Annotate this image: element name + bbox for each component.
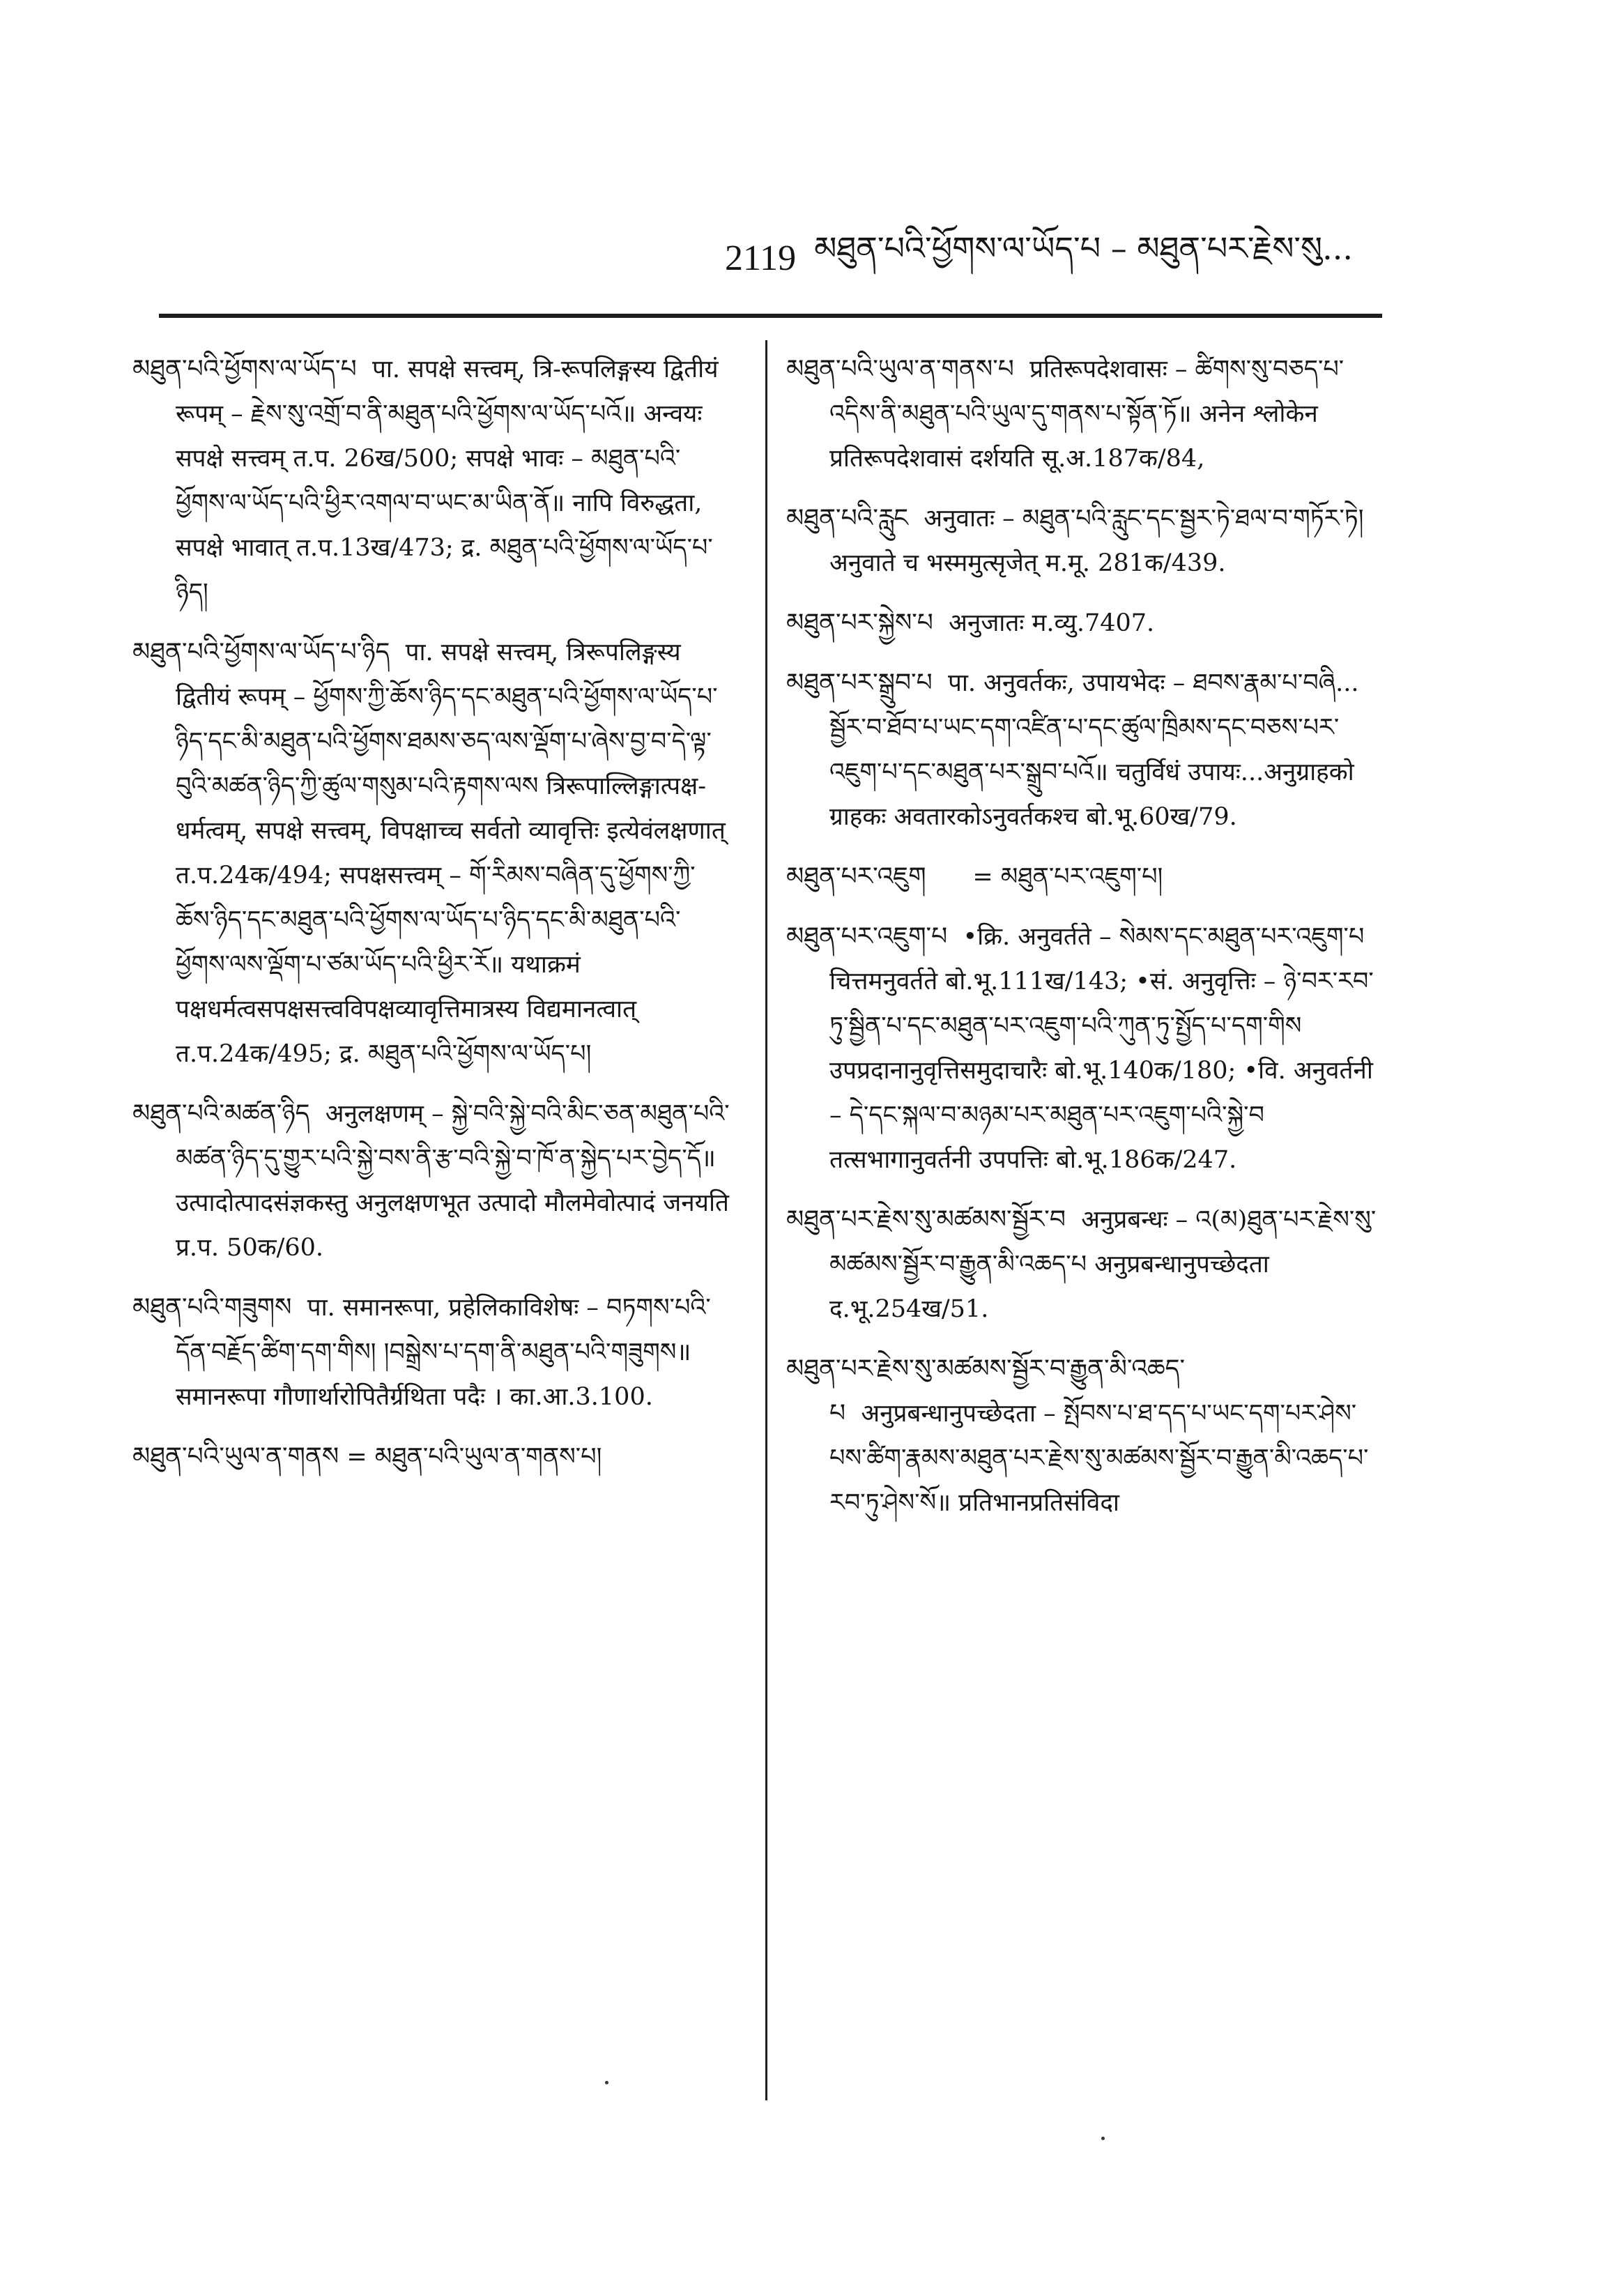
dictionary-entry [132,347,732,615]
entry-headword: མཐུན་པའི་ཕྱོགས་ལ་ཡོད་པ་ཉིད [132,638,390,666]
entry-body: पा. समानरूपा, प्रहेलिकाविशेषः – བཏགས་པའི་དོན་བརྗོད་ཚིག་དག་གིས། །བསྒྲེས་པ་དག་ནི་མཐུན་པའི་གཟུགས॥ समानरूपा गौणार्थारोपितैर्ग्रथिता पदैः । का.आ.3.100. [176,1294,711,1411]
entry-body: पा. अनुवर्तकः, उपायभेदः – ཐབས་རྣམ་པ་བཞི... སྦྱོར་བ་ཐོབ་པ་ཡང་དག་འཛིན་པ་དང་ཚུལ་ཁྲིམས་དང་བཅས་པར་འཇུག་པ་དང་མཐུན་པར་སྒྲུབ་པའོ॥ चतुर्विधं उपायः...अनुग्राहको ग्राहकः अवतारकोऽनुवर्तकश्च बो.भू.60ख/79. [829,669,1359,831]
entry-body: अनुप्रबन्धः – འ(མ)ཐུན་པར་རྗེས་སུ་མཚམས་སྦྱོར་བ་རྒྱུན་མི་འཆད་པ अनुप्रबन्धानुपच्छेदता द.भू.254ख/51. [829,1206,1377,1323]
entry-headword: མཐུན་པར་འཇུག [786,862,926,891]
dictionary-entry [786,601,1386,646]
dictionary-entry [786,347,1386,481]
entry-body: अनुजातः म.व्यु.7407. [949,609,1155,637]
entry-headword: མཐུན་པའི་ཡུལ་ན་གནས [132,1442,339,1471]
entry-headword: མཐུན་པའི་ཕྱོགས་ལ་ཡོད་པ [132,355,357,383]
entry-body: •क्रि. अनुवर्तते – སེམས་དང་མཐུན་པར་འཇུག་པ चित्तमनुवर्तते बो.भू.111ख/143; •सं. अनुवृत्तिः – ཉེ་བར་རབ་ཏུ་སྦྱིན་པ་དང་མཐུན་པར་འཇུག་པའི་ཀུན་ཏུ་སྤྱོད་པ་དག་གིས उपप्रदानानुवृत्तिसमुदाचारैः बो.भू.140क/180; •वि. अनुवर्तनी – དེ་དང་སྐལ་བ་མཉམ་པར་མཐུན་པར་འཇུག་པའི་སྐྱེ་བ तत्सभागानुवर्तनी उपपत्तिः बो.भू.186क/247. [829,923,1374,1174]
entry-headword: མཐུན་པའི་རླུང [786,504,909,533]
entry-headword: མཐུན་པའི་གཟུགས [132,1293,292,1322]
running-title: མཐུན་པའི་ཕྱོགས་ལ་ཡོད་པ – མཐུན་པར་རྗེས་སུ... [814,229,1353,267]
entry-body: = མཐུན་པའི་ཡུལ་ན་གནས་པ། [346,1443,602,1471]
entry-headword: མཐུན་པར་རྗེས་སུ་མཚམས་སྦྱོར་བ [786,1205,1066,1234]
dictionary-entry [786,1347,1386,1525]
left-column [132,347,732,1495]
dictionary-entry [132,630,732,1076]
entry-body: पा. सपक्षे सत्त्वम्, त्रिरूपलिङ्गस्य द्वितीयं रूपम् – ཕྱོགས་ཀྱི་ཆོས་ཉིད་དང་མཐུན་པའི་ཕྱོགས་ལ་ཡོད་པ་ཉིད་དང་མི་མཐུན་པའི་ཕྱོགས་ཐམས་ཅད་ལས་ལྡོག་པ་ཞེས་བྱ་བ་དེ་ལྟ་བུའི་མཚན་ཉིད་ཀྱི་ཚུལ་གསུམ་པའི་རྟགས་ལས त्रिरूपाल्लिङ्गात्पक्ष-धर्मत्वम्, सपक्षे सत्त्वम्, विपक्षाच्च सर्वतो व्यावृत्तिः इत्येवंलक्षणात् त.प.24क/494; सपक्षसत्त्वम् – གོ་རིམས་བཞིན་དུ་ཕྱོགས་ཀྱི་ཆོས་ཉིད་དང་མཐུན་པའི་ཕྱོགས་ལ་ཡོད་པ་ཉིད་དང་མི་མཐུན་པའི་ཕྱོགས་ལས་ལྡོག་པ་ཙམ་ཡོད་པའི་ཕྱིར་རོ॥ यथाक्रमं पक्षधर्मत्वसपक्षसत्त्वविपक्षव्यावृत्तिमात्रस्य विद्यमानत्वात् त.प.24क/495; द्र. མཐུན་པའི་ཕྱོགས་ལ་ཡོད་པ། [176,639,726,1068]
scan-speck [1101,2137,1105,2140]
right-column [786,347,1386,1541]
entry-headword: མཐུན་པར་འཇུག་པ [786,922,948,951]
entry-body: अनुप्रबन्धानुपच्छेदता – སྤོབས་པ་ཐ་དད་པ་ཡང་དག་པར་ཤེས་པས་ཚིག་རྣམས་མཐུན་པར་རྗེས་སུ་མཚམས་སྦྱོར་བ་རྒྱུན་མི་འཆད་པ་རབ་ཏུ་ཤེས་སོ॥ प्रतिभानप्रतिसंविदा [829,1400,1369,1517]
dictionary-entry [786,915,1386,1182]
entry-body: पा. सपक्षे सत्त्वम्, त्रि-रूपलिङ्गस्य द्वितीयं रूपम् – རྗེས་སུ་འགྲོ་བ་ནི་མཐུན་པའི་ཕྱོགས་ལ་ཡོད་པའོ॥ अन्वयः सपक्षे सत्त्वम् त.प. 26ख/500; सपक्षे भावः – མཐུན་པའི་ཕྱོགས་ལ་ཡོད་པའི་ཕྱིར་འགལ་བ་ཡང་མ་ཡིན་ནོ॥ नापि विरुद्धता, सपक्षे भावात् त.प.13ख/473; द्र. མཐུན་པའི་ཕྱོགས་ལ་ཡོད་པ་ཉིད། [176,356,719,606]
entry-body: अनुलक्षणम् – སྐྱེ་བའི་སྐྱེ་བའི་མིང་ཅན་མཐུན་པའི་མཚན་ཉིད་དུ་གྱུར་པའི་སྐྱེ་བས་ནི་རྩ་བའི་སྐྱེ་བ་ཁོ་ན་སྐྱེད་པར་བྱེད་དོ॥ उत्पादोत्पादसंज्ञकस्तु अनुलक्षणभूत उत्पादो मौलमेवोत्पादं जनयति प्र.प. 50क/60. [176,1100,730,1262]
dictionary-entry [132,1092,732,1270]
dictionary-entry [786,1198,1386,1331]
dictionary-entry [132,1435,732,1479]
page-number: 2119 [725,238,797,278]
entry-headword: མཐུན་པར་སྒྲུབ་པ [786,669,933,697]
dictionary-entry [786,496,1386,586]
dictionary-entry [786,661,1386,839]
header-rule [159,314,1382,318]
dictionary-entry [132,1285,732,1419]
entry-headword: མཐུན་པར་སྐྱེས་པ [786,609,933,637]
entry-headword: མཐུན་པར་རྗེས་སུ་མཚམས་སྦྱོར་བ་རྒྱུན་མི་འཆད་པ [786,1354,1186,1428]
dictionary-entry [786,855,1386,899]
entry-body: प्रतिरूपदेशवासः – ཚིགས་སུ་བཅད་པ་འདིས་ནི་མཐུན་པའི་ཡུལ་དུ་གནས་པ་སྟོན་ཏོ॥ अनेन श्लोकेन प्रतिरूपदेशवासं दर्शयति सू.अ.187क/84, [829,356,1345,473]
entry-body: = མཐུན་པར་འཇུག་པ། [972,863,1163,891]
entry-headword: མཐུན་པའི་ཡུལ་ན་གནས་པ [786,355,1014,383]
entry-body: अनुवातः – མཐུན་པའི་རླུང་དང་སྦྱར་ཏེ་ཐལ་བ་གཏོར་ཏེ། अनुवाते च भस्ममुत्सृजेत् म.मू. 281क/439. [829,505,1364,577]
entry-headword: མཐུན་པའི་མཚན་ཉིད [132,1099,310,1128]
scan-speck [605,2081,608,2084]
running-header [725,227,1394,289]
column-divider [765,340,767,2100]
